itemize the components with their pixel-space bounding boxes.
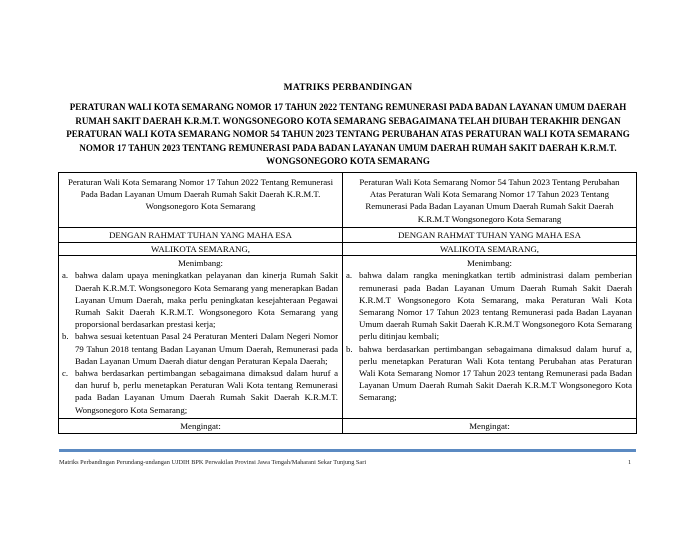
left-column-header: Peraturan Wali Kota Semarang Nomor 17 Tahun 2022 Tentang Remunerasi Pada Badan Layanan Umum Daerah Rumah Sakit Daerah K.R.M.T. Wongsonegoro Kota Semarang	[59, 173, 343, 228]
right-column-header: Peraturan Wali Kota Semarang Nomor 54 Tahun 2023 Tentang Perubahan Atas Peraturan Wali Kota Semarang Nomor 17 Tahun 2023 Tentang Remunerasi Pada Badan Layanan Umum Daerah Rumah Sakit Daerah K.R.M.T Wongsonegoro Kota Semarang	[343, 173, 637, 228]
item-marker: b.	[62, 331, 69, 342]
footer-rule	[59, 449, 636, 452]
recalling-left: Mengingat:	[59, 418, 343, 433]
list-item	[63, 330, 338, 367]
table-header-row	[59, 173, 637, 228]
list-item	[347, 343, 632, 404]
list-item	[347, 269, 632, 342]
item-text: bahwa dalam upaya meningkatkan pelayanan dan kinerja Rumah Sakit Daerah K.R.M.T. Wongsonegoro Kota Semarang yang menerapkan Badan Layanan Umum Daerah, maka perlu peningkatan kesejahteraan Pegawai Rumah Sakit Daerah K.R.M.T. Wongsonegoro Kota Semarang yang proporsional berdasarkan prestasi kerja;	[75, 270, 338, 330]
footer-text: Matriks Perbandingan Perundang-undangan UJDIH BPK Perwakilan Provinsi Jawa Tengah/Maharani Sekar Tunjung Sari	[59, 459, 367, 466]
recalling-row	[59, 418, 637, 433]
right-considerations-list	[347, 269, 632, 403]
invocation-row	[59, 227, 637, 242]
item-marker: a.	[346, 270, 353, 281]
left-considerations-list	[63, 269, 338, 415]
item-marker: b.	[346, 343, 353, 354]
item-text: bahwa berdasarkan pertimbangan sebagaimana dimaksud dalam huruf a, perlu menetapkan Peraturan Wali Kota tentang Perubahan atas Peraturan Wali Kota Semarang Nomor 17 Tahun 2023 tentang Remunerasi pada Badan Layanan Umum Daerah Rumah Sakit Daerah K.R.M.T Wongsonegoro Kota Semarang;	[359, 343, 632, 403]
right-body-cell	[343, 243, 637, 419]
list-item	[63, 367, 338, 416]
mayor-label-left: WALIKOTA SEMARANG,	[151, 244, 250, 255]
mayor-label-right: WALIKOTA SEMARANG,	[440, 244, 539, 255]
recalling-right: Mengingat:	[343, 418, 637, 433]
document-subtitle: PERATURAN WALI KOTA SEMARANG NOMOR 17 TAHUN 2022 TENTANG REMUNERASI PADA BADAN LAYANAN UMUM DAERAH RUMAH SAKIT DAERAH K.R.M.T. WONGSONEGORO KOTA SEMARANG SEBAGAIMANA TELAH DIUBAH TERAKHIR DENGAN PERATURAN WALI KOTA SEMARANG NOMOR 54 TAHUN 2023 TENTANG PERUBAHAN ATAS PERATURAN WALI KOTA SEMARANG NOMOR 17 TAHUN 2023 TENTANG REMUNERASI PADA BADAN LAYANAN UMUM DAERAH RUMAH SAKIT DAERAH K.R.M.T. WONGSONEGORO KOTA SEMARANG	[66, 102, 630, 167]
considering-label-left: Menimbang:	[59, 255, 342, 269]
considering-label-right: Menimbang:	[343, 255, 636, 269]
list-item	[63, 269, 338, 330]
invocation-right: DENGAN RAHMAT TUHAN YANG MAHA ESA	[343, 227, 637, 242]
item-text: bahwa berdasarkan pertimbangan sebagaimana dimaksud dalam huruf a dan huruf b, perlu menetapkan Peraturan Wali Kota tentang Remunerasi pada Badan Layanan Umum Daerah Rumah Sakit Daerah K.R.M.T. Wongsonegoro Kota Semarang;	[75, 368, 338, 415]
item-marker: c.	[62, 368, 69, 379]
item-text: bahwa dalam rangka meningkatkan tertib administrasi dalam pemberian remunerasi pada Badan Layanan Umum Daerah Rumah Sakit Daerah K.R.M.T Wongsonegoro Kota Semarang, maka Peraturan Wali Kota Semarang Nomor 17 Tahun 2023 tentang Remunerasi pada Badan Layanan Umum daerah Rumah Sakit Daerah K.R.M.T Wongsonegoro Kota Semarang perlu ditinjau kembali;	[359, 270, 632, 342]
item-text: bahwa sesuai ketentuan Pasal 24 Peraturan Menteri Dalam Negeri Nomor 79 Tahun 2018 tentang Badan Layanan Umum Daerah, Remunerasi pada Badan Layanan Umum Daerah diatur dengan Peraturan Kepala Daerah;	[75, 331, 338, 366]
page-number: 1	[628, 459, 632, 466]
invocation-left: DENGAN RAHMAT TUHAN YANG MAHA ESA	[59, 227, 343, 242]
comparison-table	[58, 172, 637, 434]
left-body-cell	[59, 243, 343, 419]
item-marker: a.	[62, 270, 69, 281]
document-title: MATRIKS PERBANDINGAN	[283, 83, 413, 93]
body-row	[59, 243, 637, 419]
